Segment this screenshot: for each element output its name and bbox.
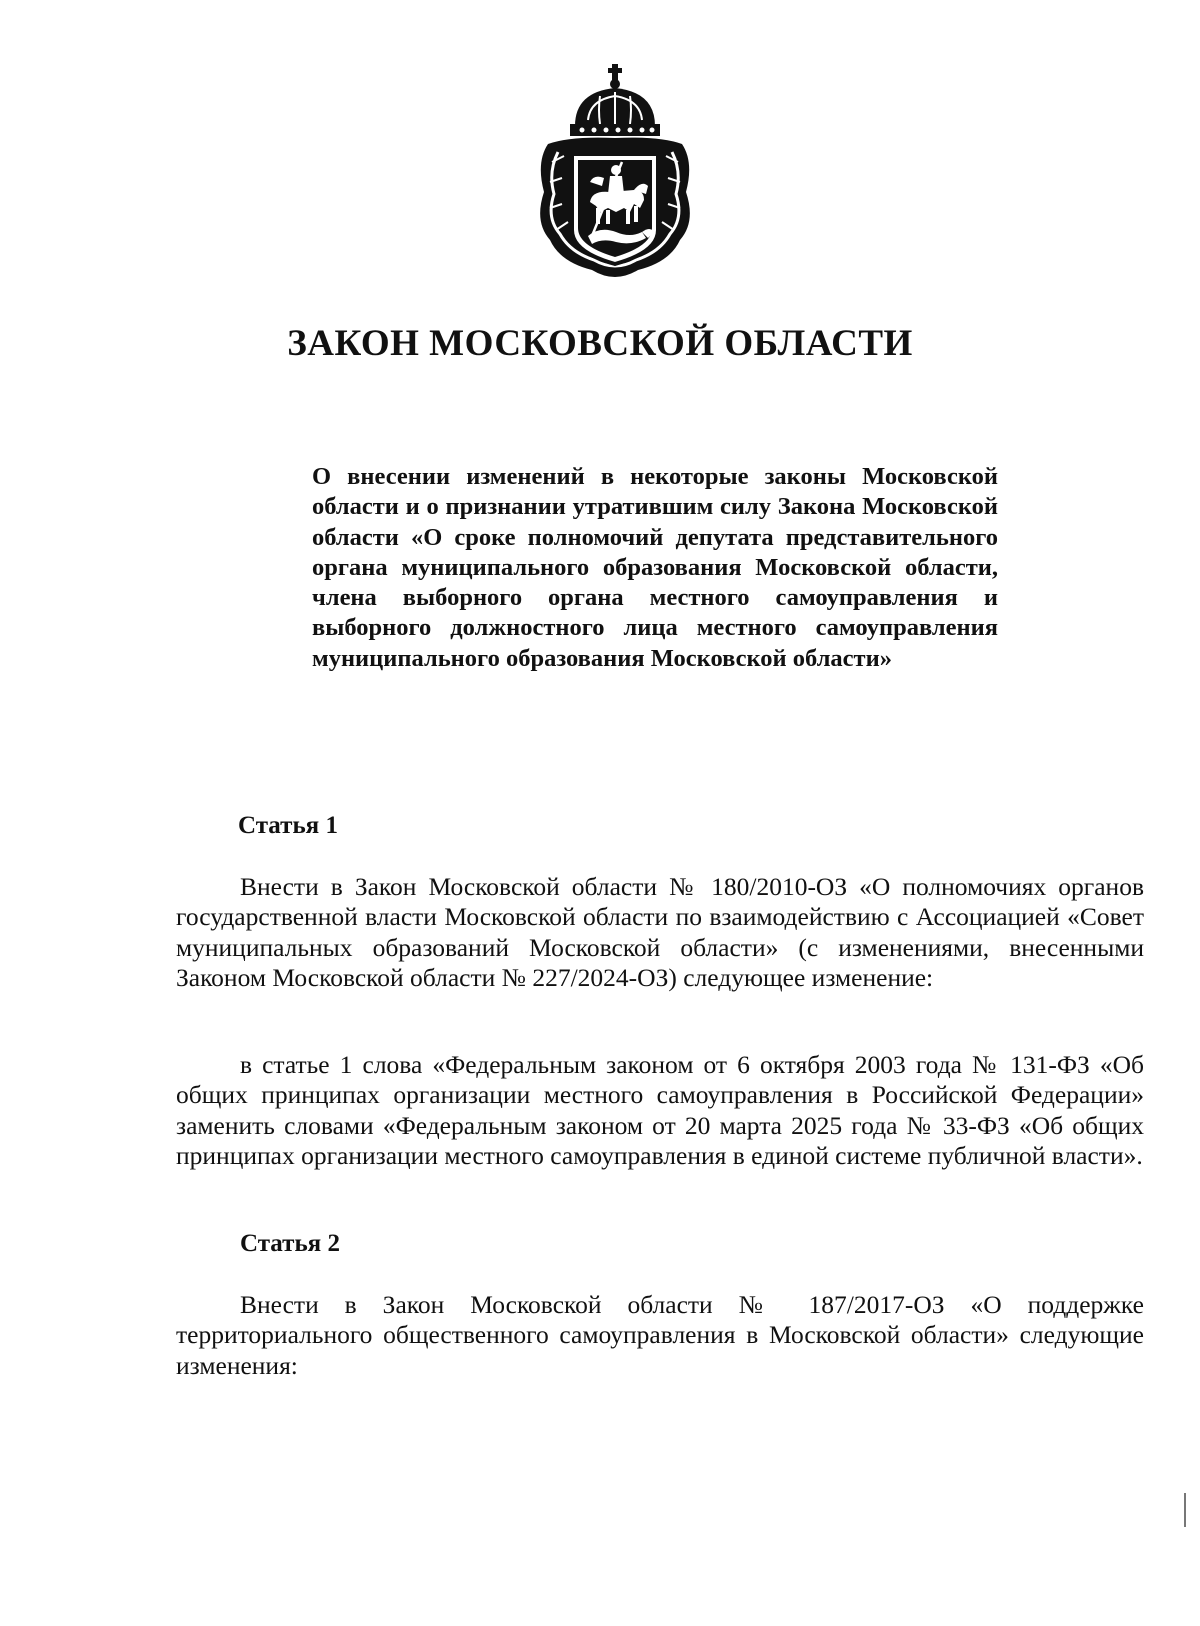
law-subject: О внесении изменений в некоторые законы Московской области и о признании утратившим силу Закона Московской области «О сроке полномочий депутата представительного органа муниципального образования Московской области, члена выборного органа местного самоуправления и выборного должностного лица местного самоуправления муниципального образования Московской области» <box>312 463 998 672</box>
margin-mark <box>1184 1493 1186 1527</box>
coat-of-arms-icon <box>530 62 700 284</box>
article-1-paragraph-2: в статье 1 слова «Федеральным законом от 6 октября 2003 года № 131-ФЗ «Об общих принципах организации местного самоуправления в Российской Федерации» заменить словами «Федеральным законом от 20 марта 2025 года № 33-ФЗ «Об общих принципах организации местного самоуправления в единой системе публичной власти». <box>176 1050 1144 1171</box>
article-1-heading: Статья 1 <box>238 812 338 839</box>
article-2-heading: Статья 2 <box>240 1230 340 1257</box>
law-title: ЗАКОН МОСКОВСКОЙ ОБЛАСТИ <box>287 323 913 364</box>
article-1-paragraph-1: Внести в Закон Московской области № 180/2010-ОЗ «О полномочиях органов государственной власти Московской области по взаимодействию с Ассоциацией «Совет муниципальных образований Московской области» (с изменениями, внесенными Законом Московской области № 227/2024-ОЗ) следующее изменение: <box>176 872 1144 993</box>
article-2-paragraph-1: Внести в Закон Московской области № 187/2017-ОЗ «О поддержке территориального общественного самоуправления в Московской области» следующие изменения: <box>176 1290 1144 1380</box>
